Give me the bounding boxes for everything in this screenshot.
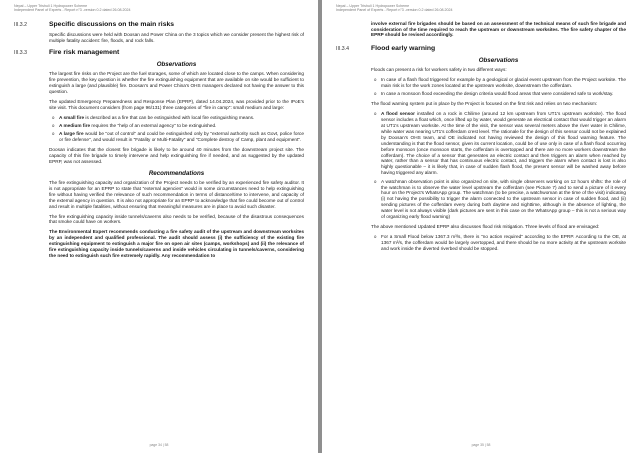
header-line-2: Independent Panel of Experts - Report n°3 -version 0.2 dated 26.08.2024 <box>336 8 453 13</box>
subheading-observations: Observations <box>156 61 197 69</box>
header-line-1: Nepal – Upper Trishuli 1 Hydropower Scheme <box>14 4 88 8</box>
list-item: o In case of a flash flood triggered for example by a geological or glacial event upstream from the Project worksite. The main risk is for the work zones located at the upstream worksite, downstream the cofferdam. <box>381 77 626 89</box>
paragraph: Doosan indicates that the closest fire brigade is likely to be around 40 minutes from the downstream project site. The capacity of this fire brigade to timely intervene and help extinguishing fire if needed, and as suggested by the updated EPRP, was not assessed. <box>49 147 304 165</box>
paragraph: Specific discussions were held with Doosan and Power China on the 3 topics which we consider present the highest risk of multiple fatality accident: fire, floods, and rock falls. <box>49 31 304 43</box>
page-header <box>336 4 626 13</box>
page-footer: page 35 | 58 <box>471 443 491 447</box>
document-page-right <box>322 0 640 453</box>
section-heading <box>14 49 304 56</box>
bullet-list <box>371 234 626 252</box>
list-item <box>59 123 304 129</box>
bullet-text: installed on a rock in Chilime (around 12 km upstream from UT1's upstream worksite). The flood sensor includes a float which, once lifted up by water, would generate an electrical contact that would trigger an alarm at UT1's upstream worksite. At the time of the visit, the sensor was several meters above the river water in Chilime, while water was nearing UT1's cofferdam crest level. The rationale for the design of this sensor could not be explained by Doosan's OHS team, and OE indicated not having reviewed the design of this flood warning feature. The understanding is that the flood sensor, given its current location, could be of use only in case of a flash flood occurring before monsoon (once monsoon starts, the cofferdam is overtopped and there are no more workers downstream the cofferdam). The choice of a sensor that generates an electric contact and then triggers an alarm when reached by water, rather than a sensor that has continuous electric contact, and triggers the alarm when contact is lost is also highly questionable – it is likely that, in case of sudden flash flood, the present sensor will be washed away before having triggered any alarm. <box>381 111 626 176</box>
list-item <box>381 111 626 176</box>
bullet-list <box>49 115 304 143</box>
bullet-text: requires the "help of an external agency" to be extinguished. <box>90 123 217 129</box>
bullet-term: A flood sensor <box>381 111 415 117</box>
bullet-term: A medium fire <box>59 123 91 129</box>
paragraph: Floods can present a risk for workers safety in two different ways: <box>371 67 507 73</box>
section-heading <box>14 21 304 28</box>
paragraph: The fire extinguishing capacity inside tunnels/caverns also needs to be verified, because of the disastrous consequences that smoke could have on workers. <box>49 213 304 225</box>
paragraph: The fire extinguishing capacity and organization of the Project needs to be verified by an experienced fire safety auditor. It is not appropriate for an EPRP to state that "external agencies" would in some circumstances need to help extinguishing fire without having verified the relevance of such recommendation in terms of distance/time to intervene, and capacity of the external agency in question. It is also not appropriate for an EPRP to acknowledge that fire could become out of control and result in multiple fatalities, without ensuring that meaningful measures are in place to avoid such disaster. <box>49 179 304 209</box>
section-title: Fire risk management <box>49 49 120 57</box>
paragraph-bold: involve external fire brigades should be based on an assessment of the technical means of such fire brigade and consideration of the time required to reach the upstream or downstream worksites. The fire safety chapter of the EPRP should be revised accordingly. <box>371 20 626 38</box>
bullet-term: A small fire <box>59 114 85 120</box>
bullet-list <box>371 111 626 220</box>
bullet-text: is described as a fire that can be extinguished with local fire extinguishing means. <box>84 114 255 120</box>
bullet-term: A large fire <box>59 131 84 137</box>
section-number: III.3.4 <box>336 46 349 53</box>
paragraph: The largest fire risks on the Project are the fuel storages, some of which are located close to the camps. When considering fire prevention, the key question is whether the fire extinguishing equipment that are available on site would be sufficient to extinguish a large (and plausible) fire. Doosan's and Power China's OHS managers declared not having the answer to this question. <box>49 71 304 95</box>
section-heading <box>336 45 626 52</box>
list-item <box>59 115 304 121</box>
list-item: o A watchman observation point is also organized on site, with single observers working on 12 hours shifts: the role of the watchman is to observe the water level upstream the cofferdam (see Picture 7) and to send a picture of it every hour on the Project's WhatsApp group. The watchman (to be precise, a watchwoman at the time of the visit) indicating (i) not having the possibility to trigger the alarm connected to the upstream sensor in case of sudden flood, and (ii) sending pictures of the cofferdam every during both daytime and nighttime, although in the absence of lighting, the water level is not always visible (dark pictures are sent in this case on the WhatsApp group – this is not a serious way of organizing early flood warning) <box>381 179 626 220</box>
section-title: Flood early warning <box>371 45 436 53</box>
bullet-text: would be "out of control" and could be extinguished only by "external authority such as Govt, police force or fire defense", and would result in "Fatality or Multi-Fatality" and "Complete destroy of Camp, plant and equipment". <box>59 131 304 143</box>
paragraph-bold: The Environmental Expert recommends conducting a fire safety audit of the upstream and downstream worksites by an independent and qualified professional. The audit should assess (i) the sufficiency of the existing fire extinguishing equipment to extinguish a major fire on open air sites (camps, workshops) and (ii) the relevance of fire extinguishing capacity inside tunnels/caverns and inside vehicles circulating in tunnels/caverns, considering the need to extinguish such fire extremely rapidly. Any recommendation to <box>49 229 304 258</box>
subheading-observations: Observations <box>478 57 519 65</box>
header-line-1: Nepal – Upper Trishuli 1 Hydropower Scheme <box>336 4 410 8</box>
page-footer: page 34 | 58 <box>149 443 169 447</box>
list-item: o In case a monsoon flood exceeding the design criteria would flood areas that were considered safe to work/stay. <box>381 91 626 97</box>
paragraph: The above mentioned Updated EPRP also discusses flood risk mitigation. Three levels of flood are envisaged: <box>371 223 600 229</box>
paragraph: The updated Emergency Preparedness and Response Plan (EPRP), dated 14.04.2024, was provided prior to the IPoE's site visit. This document considers (from page 96/131) three categories of "fire in camp": small medium and large: <box>49 99 304 110</box>
section-number: III.3.2 <box>14 21 27 28</box>
page-header <box>14 4 304 13</box>
header-line-2: Independent Panel of Experts - Report n°3 -version 0.2 dated 26.08.2024 <box>14 8 131 13</box>
list-item: o For a Small Flood below 1367.3 m³/s, there is "no action required" according to the EPRP. According to the OE, at 1367 m³/s, the cofferdam would be largely overtopped, and there should be no more activity at the upstream worksite and work inside the diverted riverbed should be stopped. <box>381 234 626 252</box>
paragraph: The flood warning system put in place by the Project is focused on the first risk and relies on two mechanism: <box>371 101 598 107</box>
section-number: III.3.3 <box>14 50 27 57</box>
document-page-left <box>0 0 318 453</box>
section-title: Specific discussions on the main risks <box>49 20 175 28</box>
list-item <box>59 131 304 143</box>
subheading-recommendations: Recommendations <box>148 169 205 177</box>
bullet-list <box>371 77 626 97</box>
